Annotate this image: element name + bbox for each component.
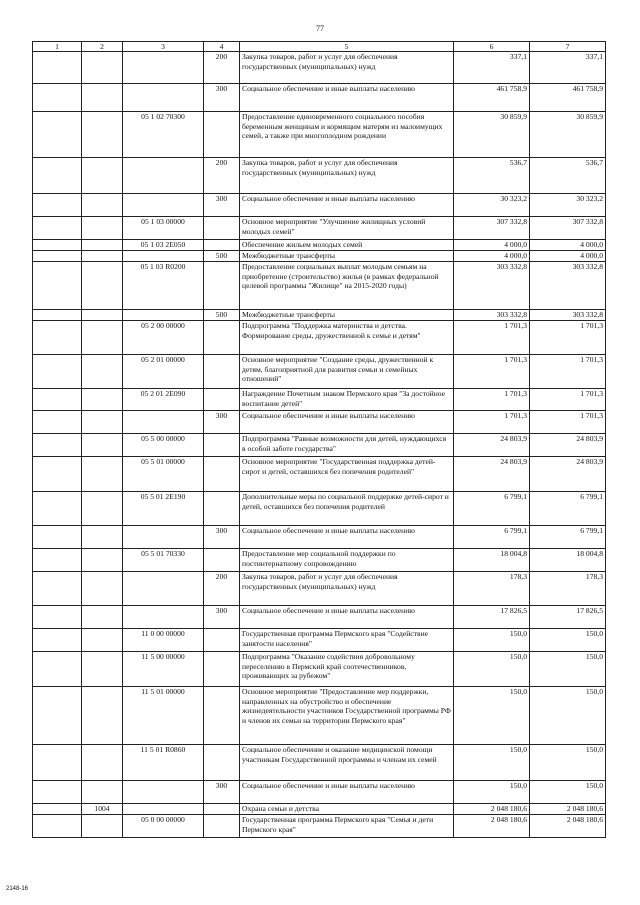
cell-section [33, 457, 82, 492]
cell-subsection [82, 158, 123, 194]
cell-description: Предоставление мер социальной поддержки по постинтернатному сопровождению [240, 549, 454, 572]
table-row [33, 687, 606, 745]
cell-section [33, 606, 82, 629]
cell-subsection [82, 310, 123, 321]
cell-expense-type: 300 [204, 781, 240, 804]
cell-target-code: 05 5 01 00000 [123, 457, 204, 492]
table-row [33, 389, 606, 411]
table-row [33, 158, 606, 194]
cell-amount-col6: 4 000,0 [454, 251, 530, 262]
cell-amount-col6: 6 799,1 [454, 492, 530, 526]
cell-description: Социальное обеспечение и иные выплаты населению [240, 411, 454, 434]
cell-description: Государственная программа Пермского края "Семья и дети Пермского края" [240, 815, 454, 838]
cell-amount-col6: 307 332,8 [454, 217, 530, 240]
table-row [33, 652, 606, 687]
cell-subsection [82, 389, 123, 411]
cell-description: Основное мероприятие "Предоставление мер поддержки, направленных на обустройство и обеспечение жизнедеятельности участников Государственной программы РФ и членов их семьи на территории Пермского края" [240, 687, 454, 745]
cell-target-code: 05 2 01 00000 [123, 355, 204, 389]
cell-expense-type: 200 [204, 572, 240, 606]
cell-section [33, 112, 82, 158]
table-row [33, 112, 606, 158]
cell-target-code [123, 194, 204, 217]
cell-amount-col7: 1 701,3 [530, 321, 606, 355]
cell-amount-col7: 150,0 [530, 781, 606, 804]
cell-description: Награждение Почетным знаком Пермского края "За достойное воспитание детей" [240, 389, 454, 411]
cell-description: Предоставление социальных выплат молодым семьям на приобретение (строительство) жилья (в рамках федеральной целевой программы "Жилище" на 2015-2020 годы) [240, 262, 454, 310]
cell-expense-type: 300 [204, 411, 240, 434]
cell-target-code [123, 310, 204, 321]
cell-section [33, 240, 82, 251]
cell-amount-col6: 337,1 [454, 52, 530, 84]
cell-expense-type [204, 745, 240, 781]
cell-section [33, 84, 82, 112]
cell-description: Социальное обеспечение и иные выплаты населению [240, 526, 454, 549]
header-cell: 4 [204, 42, 240, 52]
table-row [33, 194, 606, 217]
cell-amount-col7: 1 701,3 [530, 389, 606, 411]
cell-target-code: 05 2 01 2Е090 [123, 389, 204, 411]
cell-description: Подпрограмма "Равные возможности для детей, нуждающихся в особой заботе государства" [240, 434, 454, 457]
cell-expense-type [204, 629, 240, 652]
cell-section [33, 262, 82, 310]
cell-amount-col7: 150,0 [530, 629, 606, 652]
cell-amount-col6: 536,7 [454, 158, 530, 194]
cell-section [33, 687, 82, 745]
table-row [33, 815, 606, 838]
cell-amount-col6: 30 323,2 [454, 194, 530, 217]
cell-amount-col6: 24 803,9 [454, 457, 530, 492]
cell-description: Социальное обеспечение и иные выплаты населению [240, 606, 454, 629]
cell-expense-type [204, 355, 240, 389]
cell-target-code [123, 251, 204, 262]
cell-amount-col6: 303 332,8 [454, 310, 530, 321]
cell-amount-col7: 303 332,8 [530, 310, 606, 321]
cell-section [33, 572, 82, 606]
cell-description: Основное мероприятие "Создание среды, дружественной к детям, благоприятной для развития семьи и семейных отношений" [240, 355, 454, 389]
budget-table [32, 41, 606, 838]
cell-section [33, 629, 82, 652]
cell-amount-col6: 150,0 [454, 781, 530, 804]
cell-amount-col6: 150,0 [454, 652, 530, 687]
cell-amount-col6: 178,3 [454, 572, 530, 606]
header-cell: 1 [33, 42, 82, 52]
cell-expense-type [204, 321, 240, 355]
cell-subsection [82, 84, 123, 112]
table-row [33, 355, 606, 389]
cell-amount-col6: 150,0 [454, 687, 530, 745]
cell-description: Закупка товаров, работ и услуг для обеспечения государственных (муниципальных) нужд [240, 158, 454, 194]
cell-description: Предоставление единовременного социального пособия беременным женщинам и кормящим матерям из малоимущих семей, а также при многоплодном рождении [240, 112, 454, 158]
cell-subsection [82, 492, 123, 526]
cell-expense-type [204, 112, 240, 158]
cell-expense-type: 300 [204, 194, 240, 217]
cell-section [33, 815, 82, 838]
cell-target-code: 05 1 03 00000 [123, 217, 204, 240]
cell-section [33, 781, 82, 804]
cell-target-code: 11 5 01 R0860 [123, 745, 204, 781]
page-number: 77 [316, 24, 324, 33]
cell-subsection [82, 355, 123, 389]
cell-section [33, 194, 82, 217]
cell-description: Социальное обеспечение и иные выплаты населению [240, 781, 454, 804]
table-row [33, 457, 606, 492]
cell-amount-col7: 30 323,2 [530, 194, 606, 217]
cell-amount-col6: 303 332,8 [454, 262, 530, 310]
cell-amount-col6: 6 799,1 [454, 526, 530, 549]
cell-section [33, 549, 82, 572]
table-row [33, 804, 606, 815]
cell-subsection [82, 434, 123, 457]
cell-section [33, 217, 82, 240]
cell-amount-col7: 307 332,8 [530, 217, 606, 240]
cell-expense-type [204, 389, 240, 411]
cell-amount-col7: 2 048 180,6 [530, 815, 606, 838]
table-row [33, 781, 606, 804]
cell-description: Социальное обеспечение и иные выплаты населению [240, 84, 454, 112]
cell-target-code: 05 2 00 00000 [123, 321, 204, 355]
cell-subsection [82, 549, 123, 572]
cell-amount-col7: 24 803,9 [530, 457, 606, 492]
cell-description: Социальное обеспечение и оказание медицинской помощи участникам Государственной программы и членам их семей [240, 745, 454, 781]
cell-amount-col7: 24 803,9 [530, 434, 606, 457]
cell-section [33, 804, 82, 815]
cell-target-code [123, 158, 204, 194]
cell-expense-type [204, 687, 240, 745]
cell-expense-type [204, 240, 240, 251]
table-row [33, 262, 606, 310]
cell-description: Государственная программа Пермского края "Содействие занятости населения" [240, 629, 454, 652]
cell-amount-col6: 150,0 [454, 629, 530, 652]
cell-subsection [82, 52, 123, 84]
cell-amount-col6: 30 859,9 [454, 112, 530, 158]
cell-expense-type [204, 492, 240, 526]
table-row [33, 606, 606, 629]
cell-amount-col7: 536,7 [530, 158, 606, 194]
header-cell: 3 [123, 42, 204, 52]
cell-target-code: 05 5 01 70330 [123, 549, 204, 572]
cell-subsection [82, 262, 123, 310]
cell-subsection [82, 745, 123, 781]
cell-amount-col7: 4 000,0 [530, 251, 606, 262]
cell-amount-col7: 6 799,1 [530, 526, 606, 549]
cell-amount-col7: 30 859,9 [530, 112, 606, 158]
cell-description: Межбюджетные трансферты [240, 251, 454, 262]
header-cell: 2 [82, 42, 123, 52]
cell-description: Охрана семьи и детства [240, 804, 454, 815]
table-row [33, 310, 606, 321]
cell-target-code [123, 84, 204, 112]
cell-target-code [123, 606, 204, 629]
cell-subsection [82, 572, 123, 606]
cell-amount-col6: 1 701,3 [454, 321, 530, 355]
table-row [33, 434, 606, 457]
cell-expense-type [204, 434, 240, 457]
cell-amount-col6: 150,0 [454, 745, 530, 781]
cell-amount-col7: 303 332,8 [530, 262, 606, 310]
cell-description: Межбюджетные трансферты [240, 310, 454, 321]
cell-amount-col7: 461 758,9 [530, 84, 606, 112]
cell-amount-col6: 2 048 180,6 [454, 804, 530, 815]
table-row [33, 492, 606, 526]
cell-amount-col7: 150,0 [530, 652, 606, 687]
table-row [33, 217, 606, 240]
cell-section [33, 434, 82, 457]
cell-target-code [123, 781, 204, 804]
table-row [33, 629, 606, 652]
cell-amount-col6: 2 048 180,6 [454, 815, 530, 838]
cell-subsection [82, 815, 123, 838]
cell-amount-col7: 150,0 [530, 687, 606, 745]
cell-expense-type: 300 [204, 84, 240, 112]
header-cell: 5 [240, 42, 454, 52]
cell-target-code [123, 804, 204, 815]
table-row [33, 84, 606, 112]
cell-expense-type: 500 [204, 251, 240, 262]
cell-subsection [82, 217, 123, 240]
table-row [33, 526, 606, 549]
table-row [33, 572, 606, 606]
cell-target-code [123, 572, 204, 606]
cell-section [33, 492, 82, 526]
cell-amount-col7: 178,3 [530, 572, 606, 606]
cell-expense-type [204, 549, 240, 572]
cell-target-code: 11 0 00 00000 [123, 629, 204, 652]
cell-description: Основное мероприятие "Улучшение жилищных условий молодых семей" [240, 217, 454, 240]
cell-subsection [82, 251, 123, 262]
cell-amount-col6: 24 803,9 [454, 434, 530, 457]
cell-expense-type [204, 652, 240, 687]
cell-subsection [82, 687, 123, 745]
cell-description: Закупка товаров, работ и услуг для обеспечения государственных (муниципальных) нужд [240, 52, 454, 84]
cell-expense-type [204, 457, 240, 492]
cell-description: Основное мероприятие "Государственная поддержка детей-сирот и детей, оставшихся без попечения родителей" [240, 457, 454, 492]
table-row [33, 549, 606, 572]
cell-amount-col7: 4 000,0 [530, 240, 606, 251]
cell-expense-type: 200 [204, 52, 240, 84]
cell-target-code: 05 0 00 00000 [123, 815, 204, 838]
cell-expense-type: 300 [204, 606, 240, 629]
cell-section [33, 52, 82, 84]
cell-description: Подпрограмма "Оказание содействия добровольному переселению в Пермский край соотечественников, проживающих за рубежом" [240, 652, 454, 687]
cell-subsection [82, 606, 123, 629]
table-row [33, 240, 606, 251]
cell-description: Закупка товаров, работ и услуг для обеспечения государственных (муниципальных) нужд [240, 572, 454, 606]
cell-amount-col7: 150,0 [530, 745, 606, 781]
cell-expense-type [204, 262, 240, 310]
cell-target-code: 05 1 02 70300 [123, 112, 204, 158]
cell-amount-col6: 461 758,9 [454, 84, 530, 112]
cell-section [33, 158, 82, 194]
cell-amount-col6: 1 701,3 [454, 389, 530, 411]
header-cell: 7 [530, 42, 606, 52]
cell-target-code [123, 526, 204, 549]
cell-amount-col7: 6 799,1 [530, 492, 606, 526]
cell-subsection [82, 457, 123, 492]
cell-expense-type [204, 815, 240, 838]
cell-amount-col7: 1 701,3 [530, 411, 606, 434]
cell-section [33, 321, 82, 355]
table-header-row [33, 42, 606, 52]
cell-target-code: 05 1 03 2Е050 [123, 240, 204, 251]
cell-target-code [123, 52, 204, 84]
cell-amount-col7: 17 826,5 [530, 606, 606, 629]
cell-section [33, 251, 82, 262]
cell-amount-col6: 1 701,3 [454, 411, 530, 434]
cell-section [33, 355, 82, 389]
cell-target-code: 11 5 00 00000 [123, 652, 204, 687]
table-row [33, 411, 606, 434]
cell-amount-col6: 1 701,3 [454, 355, 530, 389]
cell-section [33, 310, 82, 321]
cell-amount-col7: 1 701,3 [530, 355, 606, 389]
cell-expense-type [204, 804, 240, 815]
cell-amount-col7: 18 004,8 [530, 549, 606, 572]
document-footer-code: 2148-16 [6, 886, 29, 892]
cell-amount-col7: 2 048 180,6 [530, 804, 606, 815]
cell-target-code [123, 411, 204, 434]
cell-description: Обеспечение жильем молодых семей [240, 240, 454, 251]
cell-expense-type: 300 [204, 526, 240, 549]
cell-section [33, 411, 82, 434]
cell-subsection [82, 526, 123, 549]
cell-target-code: 05 1 03 R0200 [123, 262, 204, 310]
cell-description: Дополнительные меры по социальной поддержке детей-сирот и детей, оставшихся без попечения родителей [240, 492, 454, 526]
cell-section [33, 389, 82, 411]
cell-amount-col6: 17 826,5 [454, 606, 530, 629]
cell-target-code: 05 5 00 00000 [123, 434, 204, 457]
table-row [33, 52, 606, 84]
cell-subsection [82, 781, 123, 804]
cell-expense-type [204, 217, 240, 240]
cell-section [33, 652, 82, 687]
table-row [33, 745, 606, 781]
cell-expense-type: 200 [204, 158, 240, 194]
cell-subsection [82, 652, 123, 687]
cell-amount-col6: 4 000,0 [454, 240, 530, 251]
cell-section [33, 745, 82, 781]
cell-target-code: 05 5 01 2Е190 [123, 492, 204, 526]
table-row [33, 251, 606, 262]
cell-subsection [82, 240, 123, 251]
cell-section [33, 526, 82, 549]
table-row [33, 321, 606, 355]
cell-amount-col7: 337,1 [530, 52, 606, 84]
cell-amount-col6: 18 004,8 [454, 549, 530, 572]
cell-subsection [82, 629, 123, 652]
cell-subsection [82, 321, 123, 355]
cell-target-code: 11 5 01 00000 [123, 687, 204, 745]
cell-subsection: 1004 [82, 804, 123, 815]
header-cell: 6 [454, 42, 530, 52]
cell-expense-type: 500 [204, 310, 240, 321]
cell-description: Социальное обеспечение и иные выплаты населению [240, 194, 454, 217]
cell-subsection [82, 194, 123, 217]
cell-description: Подпрограмма "Поддержка материнства и детства. Формирование среды, дружественной к семье и детям" [240, 321, 454, 355]
cell-subsection [82, 112, 123, 158]
cell-subsection [82, 411, 123, 434]
